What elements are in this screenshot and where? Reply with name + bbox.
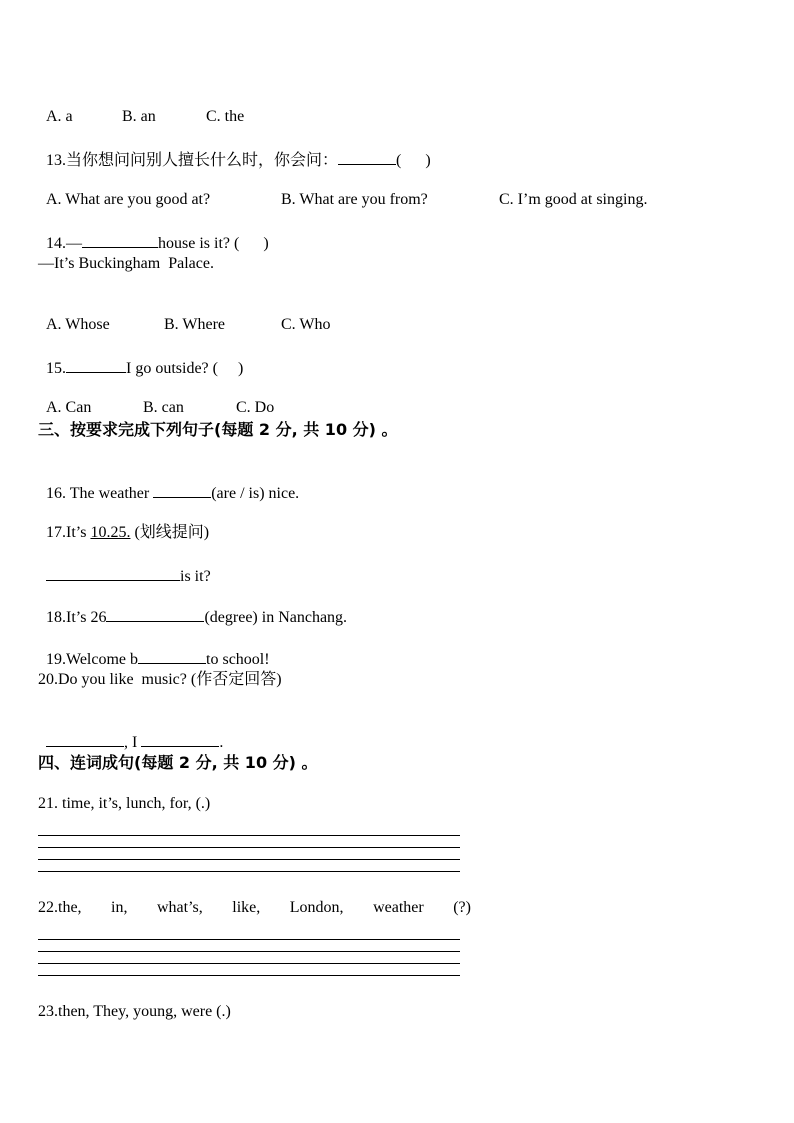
q15-question: I go outside? ( )	[126, 360, 244, 377]
q20-blank-2[interactable]	[141, 731, 219, 747]
q18	[38, 586, 347, 628]
q13-blank[interactable]	[338, 149, 396, 165]
q19	[38, 628, 270, 670]
q14-stem	[38, 212, 269, 254]
q13-option-b: B. What are you from?	[281, 191, 428, 208]
q17-instruction: (划线提问)	[130, 524, 210, 541]
q13-option-a: A. What are you good at?	[46, 191, 211, 208]
q17-answer-line	[38, 545, 211, 587]
q16-suffix: (are / is) nice.	[211, 485, 300, 502]
q22	[38, 898, 471, 918]
q18-suffix: (degree) in Nanchang.	[204, 609, 348, 626]
q20-blank-1[interactable]	[46, 731, 124, 747]
q19-suffix: to school!	[206, 651, 270, 668]
q15-options	[38, 378, 274, 418]
q20-end: .	[219, 734, 224, 751]
q20-mid: , I	[124, 734, 142, 751]
q15-option-b: B. can	[143, 399, 184, 416]
q22-word: in,	[111, 899, 128, 916]
q20-answer-line	[38, 711, 223, 753]
q19-blank[interactable]	[138, 648, 206, 664]
writing-line	[38, 951, 460, 952]
q22-word: London,	[289, 899, 344, 916]
writing-line	[38, 835, 460, 836]
q19-prefix: 19.Welcome b	[46, 651, 139, 668]
q22-word: like,	[232, 899, 261, 916]
writing-line	[38, 847, 460, 848]
q14-blank[interactable]	[82, 232, 158, 248]
q21: 21. time, it’s, lunch, for, (.)	[38, 795, 211, 812]
q16-blank[interactable]	[153, 482, 211, 498]
q17-answer-suffix: is it?	[180, 568, 211, 585]
q22-word: what’s,	[157, 899, 203, 916]
q17-blank[interactable]	[46, 565, 180, 581]
writing-line	[38, 963, 460, 964]
q15-number: 15.	[46, 360, 66, 377]
q22-word: (?)	[453, 899, 471, 916]
writing-line	[38, 975, 460, 976]
q23: 23.then, They, young, were (.)	[38, 1003, 231, 1020]
q14-options	[38, 295, 330, 335]
q12-option-a: A. a	[46, 108, 73, 125]
q14-option-b: B. Where	[164, 316, 226, 333]
q22-word: weather	[373, 899, 424, 916]
q13-question: 13.当你想问问别人擅长什么时，你会问：	[46, 152, 339, 169]
q12-option-c: C. the	[206, 108, 245, 125]
writing-line	[38, 871, 460, 872]
q17-underlined-date: 10.25.	[90, 524, 131, 541]
q18-blank[interactable]	[106, 606, 204, 622]
q13-options	[38, 170, 647, 210]
q22-word: 22.the,	[38, 899, 82, 916]
q17	[38, 503, 209, 543]
section-3-heading: 三、按要求完成下列句子(每题 2 分, 共 10 分) 。	[38, 420, 398, 439]
q15-option-a: A. Can	[46, 399, 92, 416]
q14-question: house is it? ( )	[158, 235, 269, 252]
writing-line	[38, 859, 460, 860]
q13-option-c: C. I’m good at singing.	[499, 191, 648, 208]
q20: 20.Do you like music? (作否定回答)	[38, 671, 282, 688]
q17-prefix: 17.It’s	[46, 524, 91, 541]
q13-paren: ( )	[396, 152, 431, 169]
q13-stem	[38, 129, 431, 171]
q14-option-c: C. Who	[281, 316, 331, 333]
q15-option-c: C. Do	[236, 399, 275, 416]
section-4-heading: 四、连词成句(每题 2 分, 共 10 分) 。	[38, 753, 318, 772]
q14-number: 14.—	[46, 235, 82, 252]
writing-line	[38, 939, 460, 940]
q18-prefix: 18.It’s 26	[46, 609, 107, 626]
q15-stem	[38, 337, 243, 379]
q14-answer: —It’s Buckingham Palace.	[38, 255, 214, 272]
q12-option-b: B. an	[122, 108, 156, 125]
q12-options	[38, 87, 244, 127]
q15-blank[interactable]	[66, 357, 126, 373]
q14-option-a: A. Whose	[46, 316, 110, 333]
q16	[38, 462, 299, 504]
q16-prefix: 16. The weather	[46, 485, 154, 502]
